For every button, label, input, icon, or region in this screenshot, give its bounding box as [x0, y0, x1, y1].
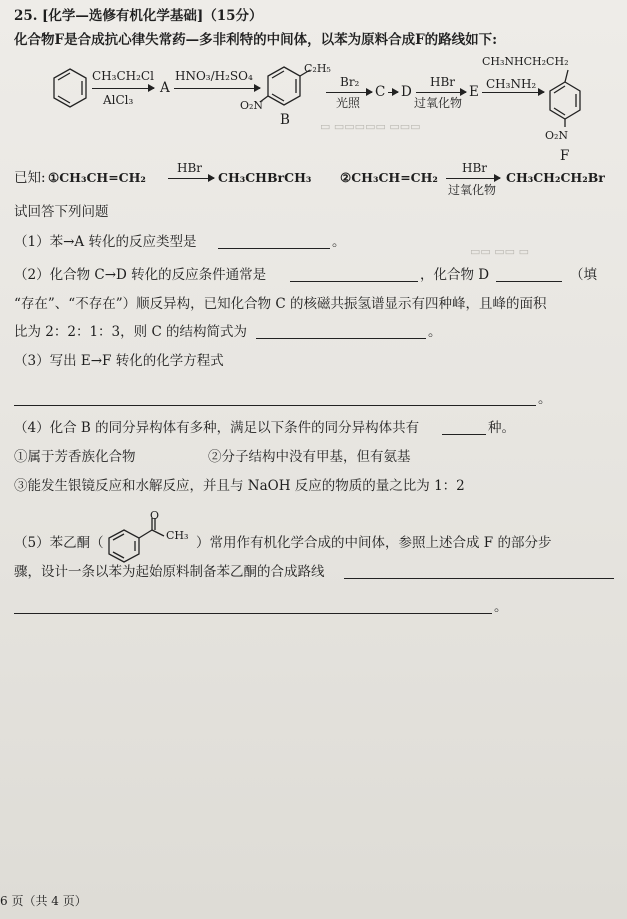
question-number: 25.: [14, 8, 38, 24]
q4-condition-1: ①属于芳香族化合物: [14, 449, 136, 465]
known-eq2-arrow: [446, 178, 500, 179]
q5-line2: 骤，设计一条以苯为起始原料制备苯乙酮的合成路线: [14, 564, 325, 580]
page-footer: 6 页（共 4 页）: [0, 894, 87, 908]
known-eq1-left: ①CH₃CH=CH₂: [48, 170, 146, 185]
reaction-arrow-1: [92, 88, 154, 89]
q1-answer-blank[interactable]: [218, 247, 330, 249]
acetophenone-structure-icon: [106, 520, 166, 564]
reagent-2-top: HNO₃/H₂SO₄: [175, 69, 253, 83]
benzene-ring-icon: [548, 74, 582, 126]
q2-line1-a: （2）化合物 C→D 转化的反应条件通常是: [14, 267, 267, 283]
question-header: [化学—选修有机化学基础]（15分）: [42, 8, 263, 24]
question-intro: 化合物F是合成抗心律失常药—多非利特的中间体，以苯为原料合成F的路线如下:: [14, 32, 498, 48]
q2-line3-end: 。: [428, 324, 442, 340]
known-eq1-reagent: HBr: [177, 161, 203, 175]
compound-d-label: D: [401, 84, 412, 100]
reagent-4-bottom: 过氧化物: [414, 96, 463, 110]
known-eq1-right: CH₃CHBrCH₃: [218, 170, 312, 185]
benzene-ring-icon: [266, 64, 302, 108]
compound-f-label: F: [560, 148, 570, 164]
reaction-arrow-6: [482, 92, 544, 93]
q4-count-blank[interactable]: [442, 433, 486, 435]
q2-line1-b: ，化合物 D: [420, 267, 490, 283]
q5-route-blank-2[interactable]: [14, 612, 492, 614]
compound-c-label: C: [375, 84, 386, 100]
q4-condition-2: ②分子结构中没有甲基，但有氨基: [208, 449, 411, 465]
benzene-ring-icon: [52, 68, 88, 108]
q3-text: （3）写出 E→F 转化的化学方程式: [14, 353, 224, 369]
compound-b-label: B: [280, 112, 290, 128]
reagent-3-bottom: 光照: [336, 96, 361, 110]
compound-f-nitro: O₂N: [545, 129, 569, 142]
bleed-through-text: ▭ ▭▭▭▭▭ ▭▭▭: [320, 120, 421, 133]
q4-text: （4）化合 B 的同分异构体有多种，满足以下条件的同分异构体共有: [14, 420, 420, 436]
bleed-through-text: ▭▭ ▭▭ ▭: [470, 245, 529, 258]
compound-f-substituent: CH₃NHCH₂CH₂: [482, 55, 569, 68]
q2-condition-blank[interactable]: [290, 280, 418, 282]
q4-condition-3: ③能发生银镜反应和水解反应，并且与 NaOH 反应的物质的量之比为 1：2: [14, 478, 465, 494]
q2-structure-blank[interactable]: [256, 337, 426, 339]
q1-text: （1）苯→A 转化的反应类型是: [14, 234, 197, 250]
q2-line3: 比为 2：2：1：3，则 C 的结构简式为: [14, 324, 248, 340]
q5-text-a: （5）苯乙酮（: [14, 535, 104, 551]
q3-end: 。: [538, 391, 552, 407]
q4-unit: 种。: [488, 420, 515, 436]
reagent-5-top: CH₃NH₂: [486, 77, 537, 91]
compound-b-nitro: O₂N: [240, 99, 264, 112]
known-label: 已知:: [14, 170, 46, 186]
reaction-arrow-4: [388, 92, 398, 93]
answer-intro: 试回答下列问题: [14, 204, 109, 220]
q2-line2: “存在”、“不存在”）顺反异构，已知化合物 C 的核磁共振氢谱显示有四种峰，且峰的面积: [14, 296, 547, 312]
known-eq2-reagent-bottom: 过氧化物: [448, 183, 497, 197]
acetophenone-oxygen: O: [150, 509, 160, 522]
reaction-arrow-3: [326, 92, 372, 93]
compound-b-substituent: C₂H₅: [304, 62, 331, 75]
reaction-arrow-5: [416, 92, 466, 93]
q1-end: 。: [332, 234, 346, 250]
reagent-1-bottom: AlCl₃: [103, 93, 134, 107]
reaction-arrow-2: [174, 88, 260, 89]
known-eq1-arrow: [168, 178, 214, 179]
reagent-3-top: Br₂: [340, 75, 360, 89]
known-eq2-left: ②CH₃CH=CH₂: [340, 170, 438, 185]
q5-route-blank-1[interactable]: [344, 577, 614, 579]
acetophenone-methyl: CH₃: [166, 529, 189, 542]
q3-equation-blank[interactable]: [14, 404, 536, 406]
compound-a-label: A: [160, 80, 170, 96]
q2-isomer-blank[interactable]: [496, 280, 562, 282]
q2-line1-c: （填: [570, 267, 597, 283]
q5-text-b: ）常用作有机化学合成的中间体，参照上述合成 F 的部分步: [196, 535, 552, 551]
known-eq2-reagent-top: HBr: [462, 161, 488, 175]
known-eq2-right: CH₃CH₂CH₂Br: [506, 170, 605, 185]
reagent-4-top: HBr: [430, 75, 456, 89]
q5-end: 。: [494, 599, 508, 615]
compound-e-label: E: [469, 84, 479, 100]
reagent-1-top: CH₃CH₂Cl: [92, 69, 154, 83]
